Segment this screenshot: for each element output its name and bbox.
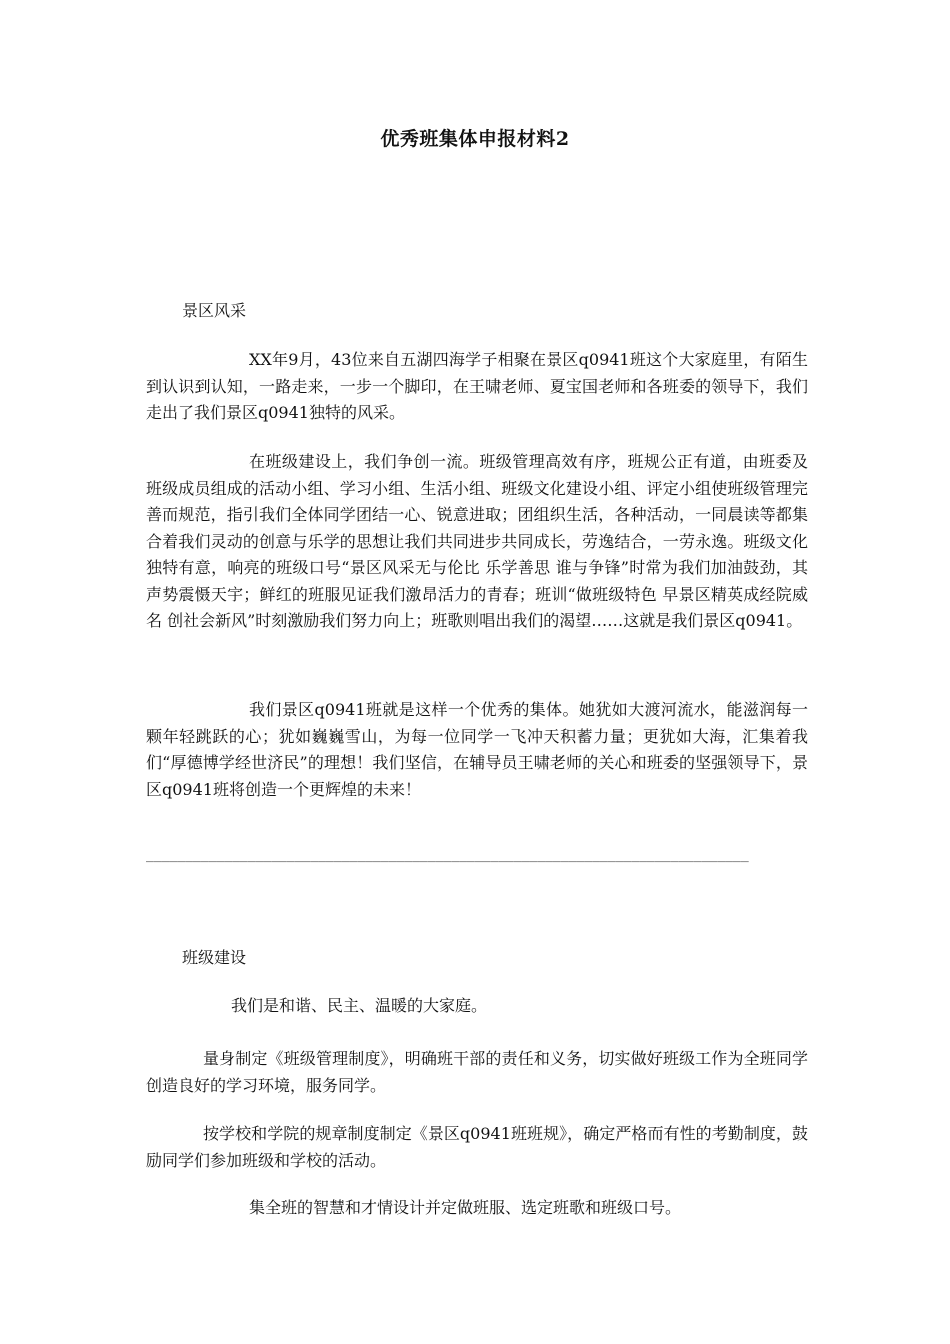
divider-line: _____________________________________________________________________________: [146, 848, 749, 863]
paragraph: 在班级建设上，我们争创一流。班级管理高效有序，班规公正有道，由班委及班级成员组成的活动小组、学习小组、生活小组、班级文化建设小组、评定小组使班级管理完善而规范，指引我们全体同学团结一心、锐意进取；团组织生活，各种活动，一同晨读等都集合着我们灵动的创意与乐学的思想让我们共同进步共同成长，劳逸结合，一劳永逸。班级文化独特有意，响亮的班级口号“景区风采无与伦比 乐学善思 谁与争锋”时常为我们加油鼓劲，其声势震慑天宇；鲜红的班服见证我们激昂活力的青春；班训“做班级特色 早景区精英成经院威名 创社会新风”时刻激励我们努力向上；班歌则唱出我们的渴望……这就是我们景区q0941。: [146, 452, 808, 630]
paragraph: XX年9月，43位来自五湖四海学子相聚在景区q0941班这个大家庭里，有陌生到认识到认知，一路走来，一步一个脚印，在王啸老师、夏宝国老师和各班委的领导下，我们走出了我们景区q0941独特的风采。: [146, 350, 808, 422]
document-title: 优秀班集体申报材料2: [380, 128, 570, 150]
section-heading-scenic-style: 景区风采: [182, 301, 247, 320]
paragraph: 量身制定《班级管理制度》，明确班干部的责任和义务，切实做好班级工作为全班同学创造良好的学习环境，服务同学。: [146, 1049, 808, 1095]
paragraph: 按学校和学院的规章制度制定《景区q0941班班规》，确定严格而有性的考勤制度，鼓励同学们参加班级和学校的活动。: [146, 1124, 808, 1170]
paragraph: 我们景区q0941班就是这样一个优秀的集体。她犹如大渡河流水，能滋润每一颗年轻跳跃的心；犹如巍巍雪山，为每一位同学一飞冲天积蓄力量；更犹如大海，汇集着我们“厚德博学经世济民”的理想！我们坚信，在辅导员王啸老师的关心和班委的坚强领导下，景区q0941班将创造一个更辉煌的未来！: [146, 700, 808, 799]
section-heading-class-building: 班级建设: [182, 948, 247, 967]
paragraph: 集全班的智慧和才情设计并定做班服、选定班歌和班级口号。: [249, 1198, 682, 1217]
paragraph: 我们是和谐、民主、温暖的大家庭。: [231, 996, 488, 1015]
